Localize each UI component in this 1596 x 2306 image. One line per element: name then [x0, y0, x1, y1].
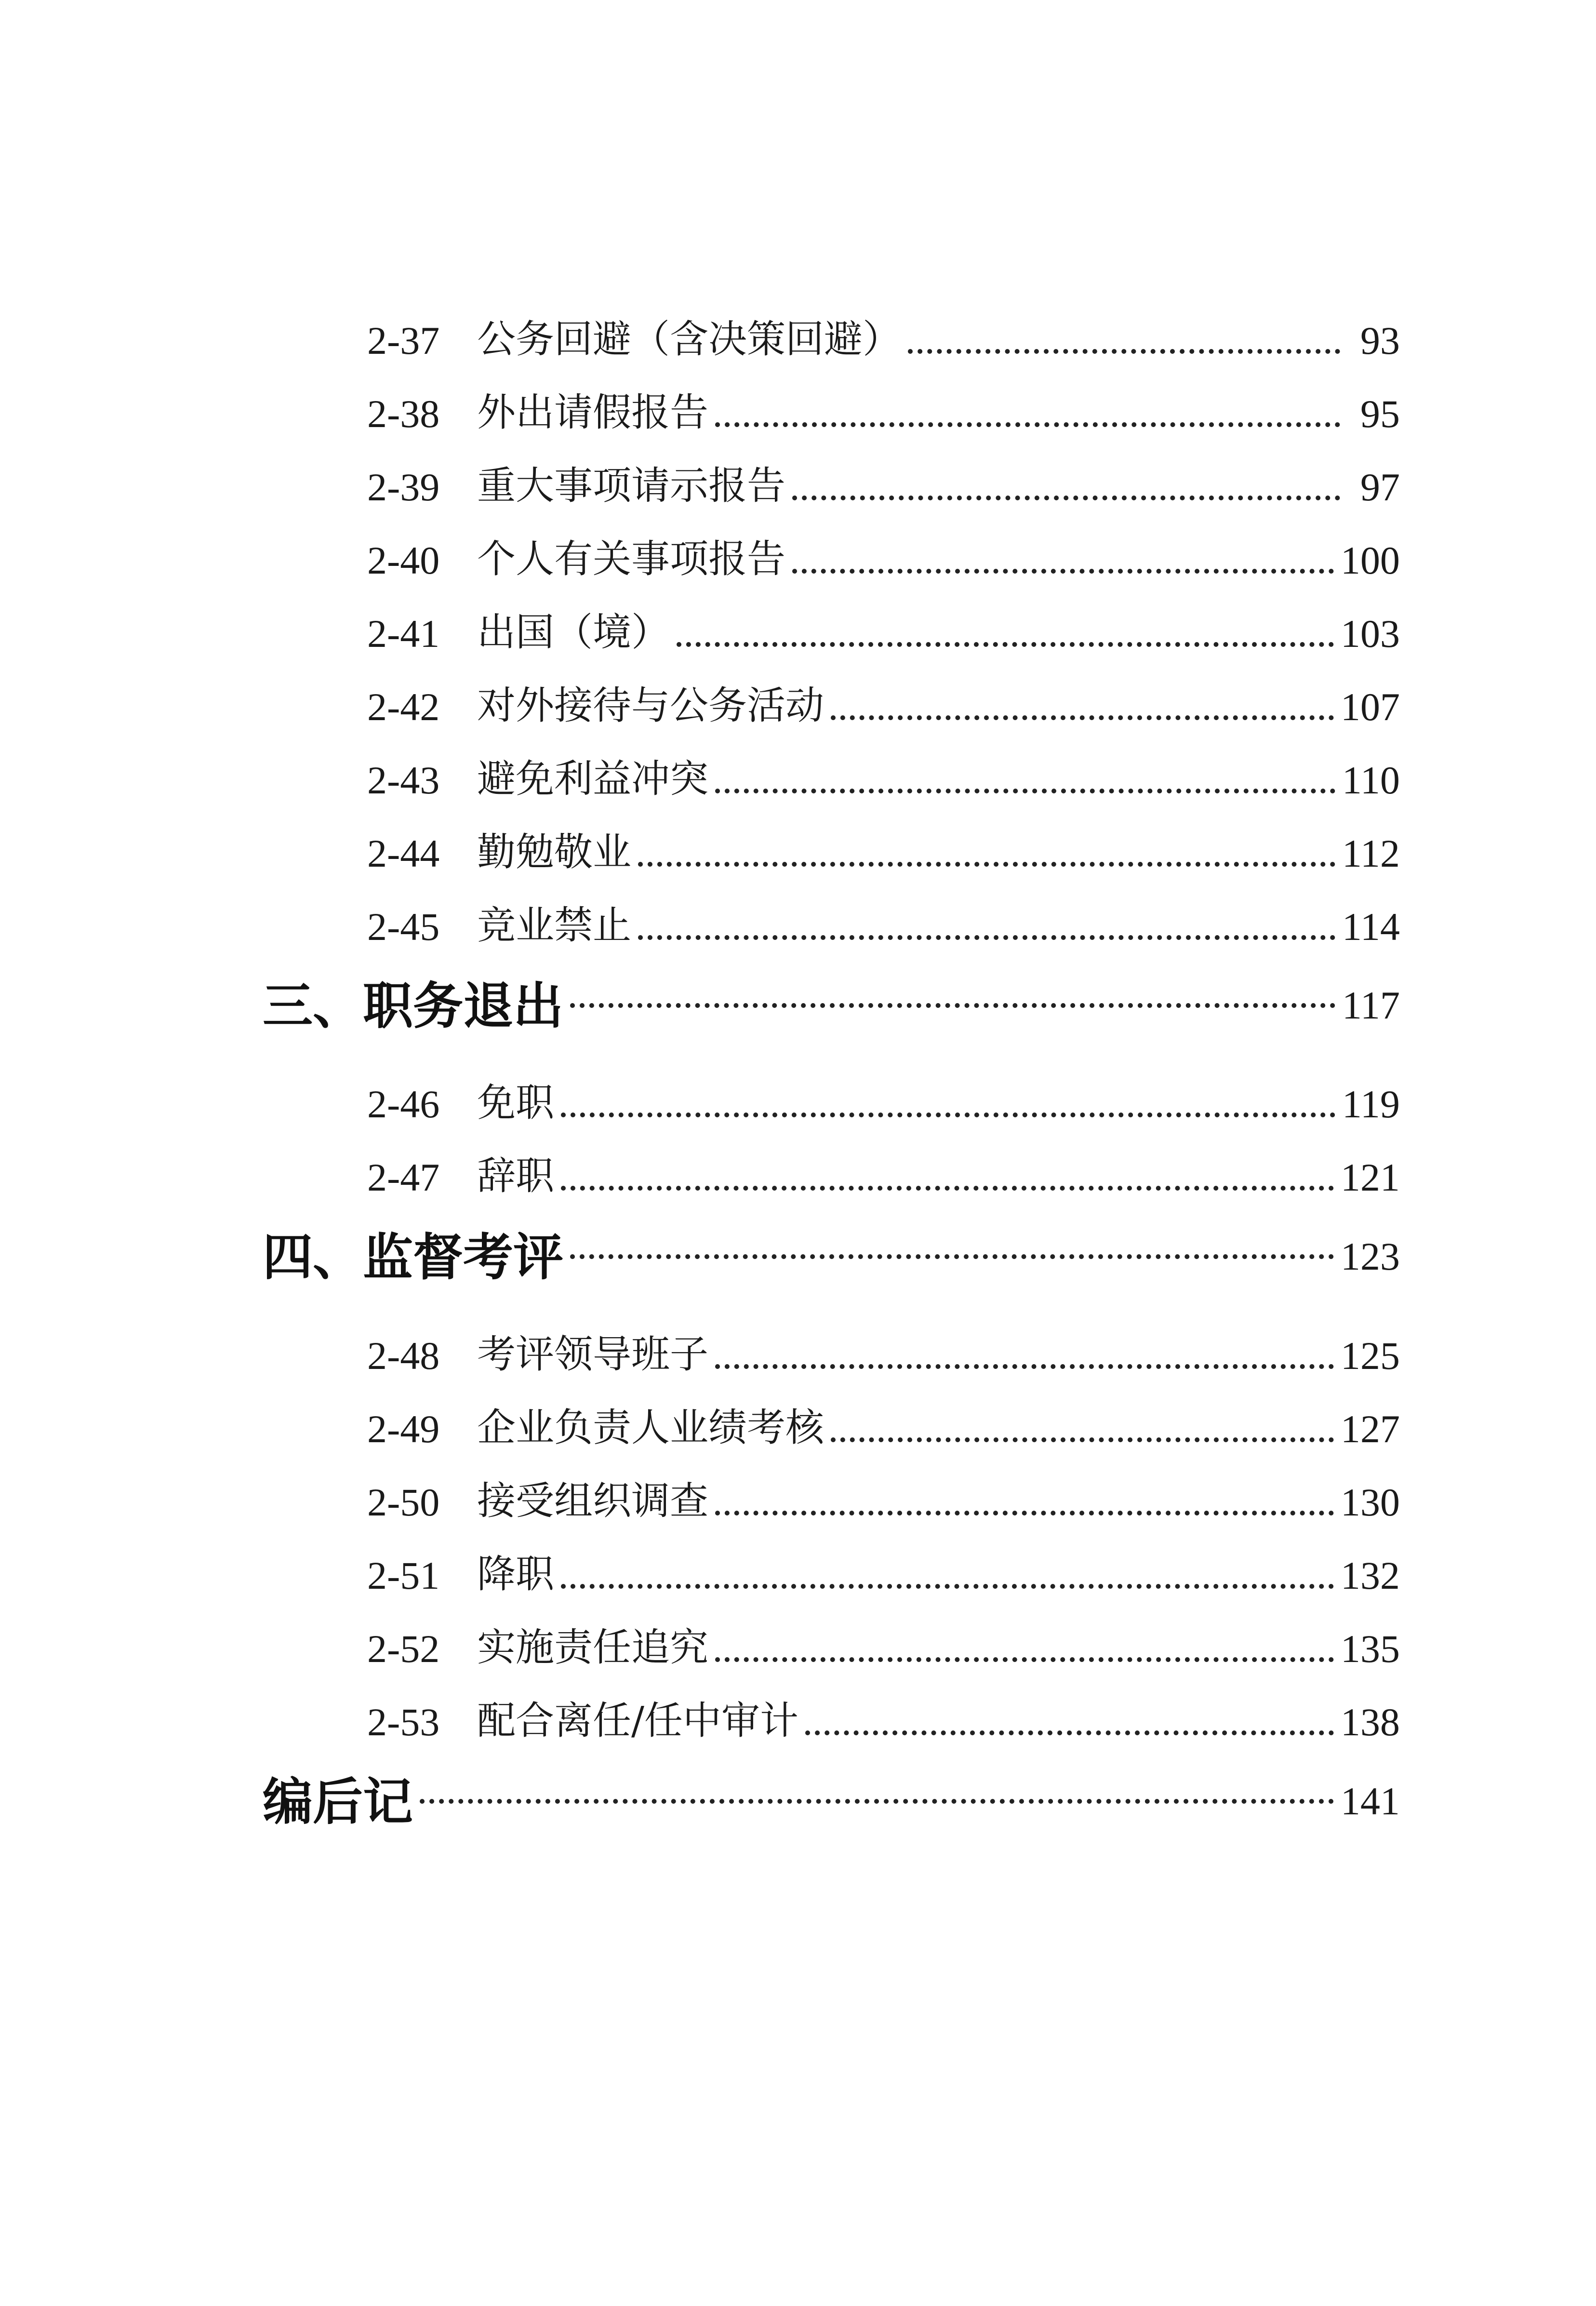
entry-title: 重大事项请示报告: [477, 463, 785, 508]
entry-title: 企业负责人业绩考核: [477, 1405, 824, 1450]
dot-leader: [715, 1511, 1334, 1515]
toc-entry[interactable]: [263, 1525, 1400, 1598]
entry-page-number: 97: [1360, 465, 1400, 509]
entry-number: 2-51: [367, 1554, 440, 1597]
toc-entry[interactable]: [263, 583, 1400, 657]
entry-title: 避免利益冲突: [477, 756, 708, 801]
entry-page-number: 130: [1341, 1480, 1400, 1524]
toc-entry[interactable]: [263, 1379, 1400, 1452]
toc-entry[interactable]: [263, 363, 1400, 437]
entry-number: 2-44: [367, 831, 440, 875]
toc-section-heading[interactable]: [263, 1200, 1400, 1305]
entry-number: 2-49: [367, 1407, 440, 1451]
toc-entry[interactable]: [263, 437, 1400, 510]
dot-leader: [677, 642, 1334, 647]
entry-number: 2-45: [367, 905, 440, 949]
entry-page-number: 114: [1342, 905, 1400, 949]
entry-title: 接受组织调查: [477, 1478, 708, 1523]
entry-page-number: 93: [1360, 319, 1400, 362]
entry-title: 实施责任追究: [477, 1625, 708, 1670]
dot-leader: [561, 1186, 1334, 1191]
dot-leader: [831, 1437, 1334, 1442]
entry-number: 2-37: [367, 319, 440, 362]
section-title: 四、监督考评: [263, 1228, 564, 1287]
entry-number: 2-52: [367, 1627, 440, 1671]
toc-entry[interactable]: [263, 876, 1400, 950]
entry-page-number: 119: [1342, 1082, 1400, 1126]
afterword-title: 编后记: [263, 1772, 413, 1831]
toc-entry[interactable]: [263, 803, 1400, 876]
toc-afterword[interactable]: [263, 1745, 1400, 1850]
dot-leader: [792, 496, 1340, 500]
dot-leader: [831, 715, 1334, 720]
entry-title: 配合离任/任中审计: [477, 1698, 798, 1743]
toc-entry[interactable]: [263, 290, 1400, 363]
entry-title: 出国（境）: [477, 610, 670, 655]
entry-page-number: 138: [1341, 1700, 1400, 1744]
dot-leader: [638, 862, 1335, 867]
entry-number: 2-47: [367, 1155, 440, 1199]
section-title: 三、职务退出: [263, 977, 564, 1035]
toc-entry[interactable]: [263, 1054, 1400, 1127]
entry-title: 竞业禁止: [477, 903, 631, 948]
entry-page-number: 110: [1342, 758, 1400, 802]
entry-title: 外出请假报告: [477, 390, 708, 435]
toc-entry[interactable]: [263, 1305, 1400, 1379]
dot-leader: [638, 935, 1335, 940]
entry-number: 2-41: [367, 612, 440, 656]
entry-number: 2-39: [367, 465, 440, 509]
dot-leader: [420, 1799, 1334, 1804]
entry-title: 降职: [477, 1552, 554, 1596]
entry-page-number: 127: [1341, 1407, 1400, 1451]
dot-leader: [908, 349, 1340, 354]
entry-number: 2-38: [367, 392, 440, 436]
entry-page-number: 103: [1341, 612, 1400, 656]
entry-number: 2-50: [367, 1480, 440, 1524]
dot-leader: [792, 569, 1334, 574]
dot-leader: [715, 1657, 1334, 1662]
entry-title: 个人有关事项报告: [477, 536, 785, 581]
toc-entry[interactable]: [263, 657, 1400, 730]
dot-leader: [570, 1254, 1334, 1259]
entry-number: 2-40: [367, 538, 440, 582]
entry-page-number: 132: [1341, 1554, 1400, 1597]
dot-leader: [561, 1113, 1335, 1117]
toc-entry[interactable]: [263, 1598, 1400, 1672]
toc-entry[interactable]: [263, 510, 1400, 583]
section-page-number: 123: [1341, 1234, 1400, 1278]
entry-number: 2-46: [367, 1082, 440, 1126]
entry-number: 2-53: [367, 1700, 440, 1744]
entry-number: 2-48: [367, 1334, 440, 1378]
afterword-page-number: 141: [1341, 1779, 1400, 1823]
entry-title: 辞职: [477, 1153, 554, 1198]
toc-entry[interactable]: [263, 1452, 1400, 1525]
entry-page-number: 135: [1341, 1627, 1400, 1671]
entry-page-number: 125: [1341, 1334, 1400, 1378]
entry-number: 2-42: [367, 685, 440, 729]
dot-leader: [715, 789, 1335, 793]
dot-leader: [570, 1003, 1335, 1008]
dot-leader: [805, 1730, 1334, 1735]
entry-title: 考评领导班子: [477, 1332, 708, 1377]
entry-title: 对外接待与公务活动: [477, 683, 824, 728]
entry-page-number: 95: [1360, 392, 1400, 436]
dot-leader: [715, 422, 1340, 427]
entry-title: 免职: [477, 1080, 554, 1125]
dot-leader: [561, 1584, 1334, 1589]
entry-title: 勤勉敬业: [477, 830, 631, 874]
toc-entry[interactable]: [263, 1672, 1400, 1745]
entry-page-number: 112: [1342, 831, 1400, 875]
entry-page-number: 121: [1341, 1155, 1400, 1199]
toc-entry[interactable]: [263, 730, 1400, 803]
dot-leader: [715, 1364, 1334, 1369]
entry-number: 2-43: [367, 758, 440, 802]
entry-page-number: 100: [1341, 538, 1400, 582]
entry-page-number: 107: [1341, 685, 1400, 729]
entry-title: 公务回避（含决策回避）: [477, 317, 901, 362]
section-page-number: 117: [1342, 983, 1400, 1027]
table-of-contents: [263, 290, 1400, 1850]
toc-section-heading[interactable]: [263, 950, 1400, 1054]
toc-entry[interactable]: [263, 1127, 1400, 1200]
